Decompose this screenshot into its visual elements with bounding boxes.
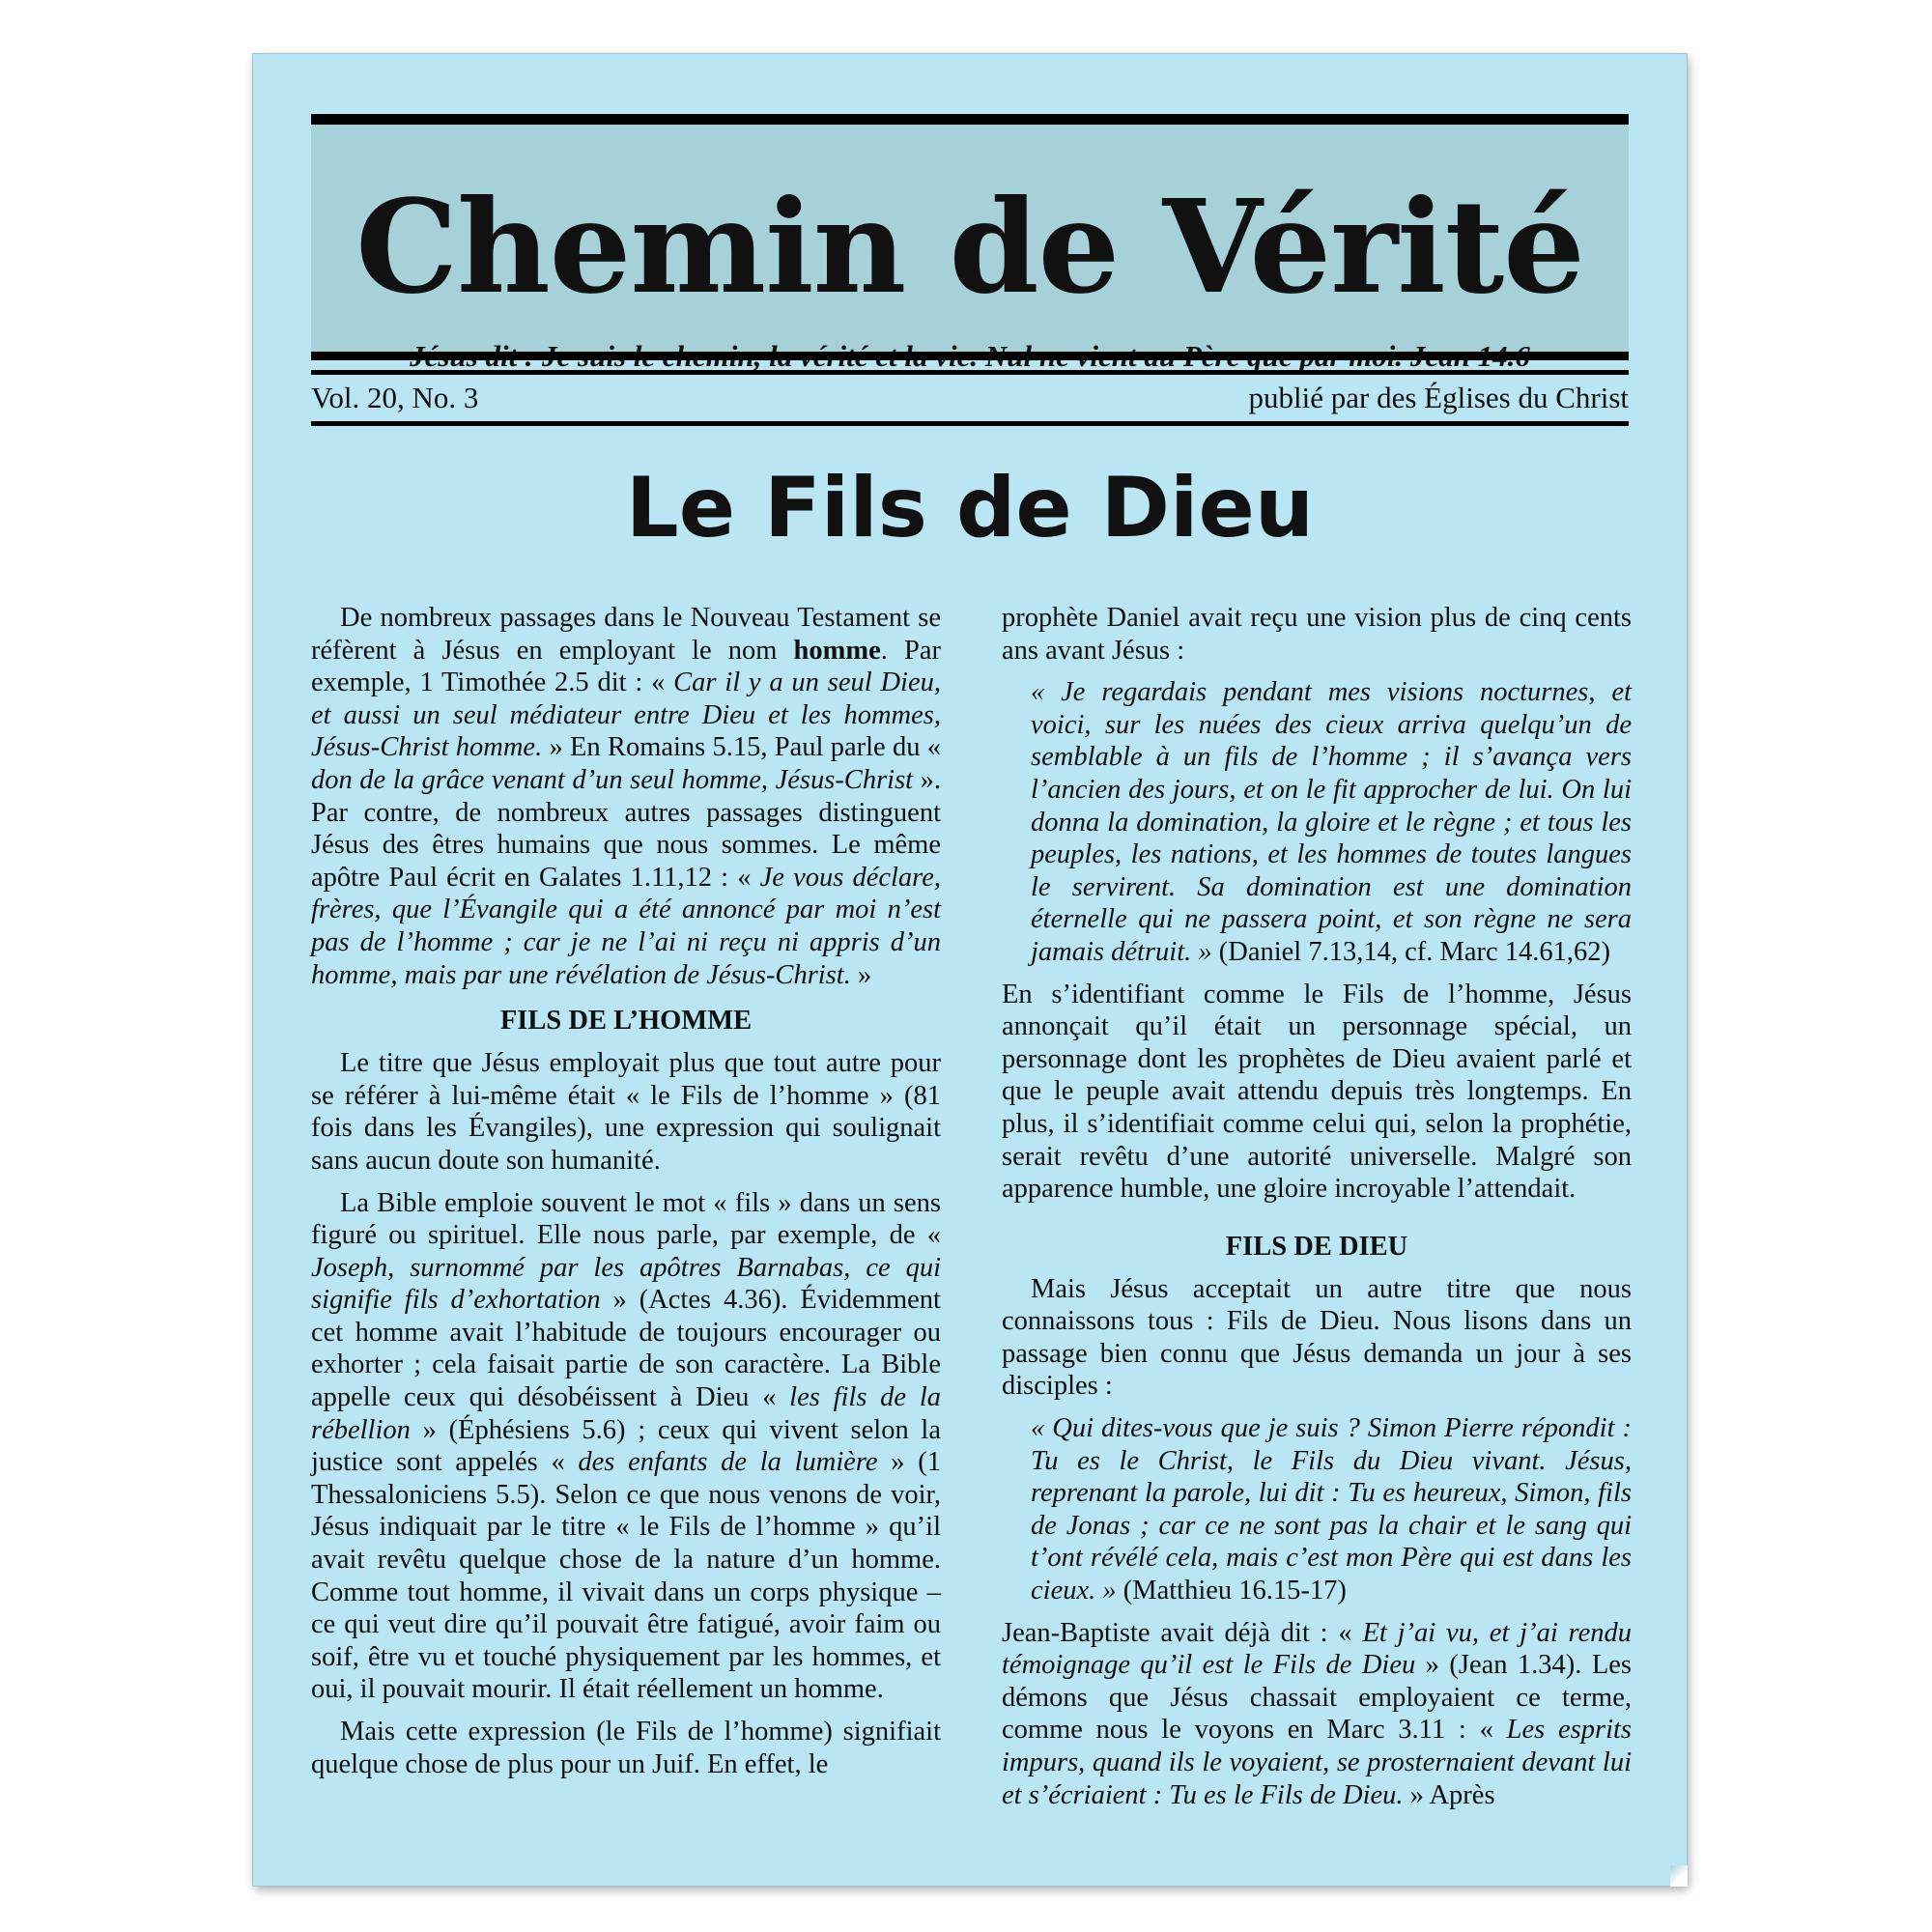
masthead <box>311 125 1629 352</box>
left-column <box>311 602 941 1790</box>
meta-top-rule <box>311 370 1629 375</box>
section-heading-fils-de-lhomme: FILS DE L’HOMME <box>499 1006 753 1037</box>
section-heading-fils-de-dieu: FILS DE DIEU <box>1225 1231 1408 1262</box>
scripture-quote: Je vous déclare, frères, que l’Évangile qui a été annoncé par moi n’est pas de l’homme ; car je ne l’ai ni reçu ni appris d’un homme, mais par une révélation de Jésus-Christ. <box>311 862 941 990</box>
scripture-quote: les fils de la rébellion <box>311 1382 941 1445</box>
text-run: » (Éphésiens 5.6) ; ceux qui vivent selon la justice sont appelés « <box>311 1414 941 1478</box>
text-run: » (1 Thessaloniciens 5.5). Selon ce que nous venons de voir, Jésus indiquait par le titre « le Fils de l’homme » qu’il avait revêtu quelque chose de la nature d’un homme. Comme tout homme, il vivait dans un corps physique – ce qui veut dire qu’il pouvait être fatigué, avoir faim ou soif, être vu et touché physiquement par les hommes, et oui, il pouvait mourir. Il était réellement un homme. <box>311 1447 941 1705</box>
text-run: » En Romains 5.15, Paul parle du « <box>542 732 941 763</box>
publisher-line: publié par des Églises du Christ <box>1248 381 1629 414</box>
matthew-quote <box>1031 1412 1632 1607</box>
scripture-quote: Les esprits impurs, quand ils le voyaient, se prosternaient devant lui et s’écriaient : Tu es le Fils de Dieu. <box>1002 1715 1632 1810</box>
masthead-bottom-rule <box>311 352 1629 360</box>
scripture-quote: Et j’ai vu, et j’ai rendu témoignage qu’il est le Fils de Dieu <box>1002 1617 1632 1681</box>
text-run: » (Actes 4.36). Évidemment cet homme avait l’habitude de toujours encourager ou exhorter ; cela faisait partie de son caractère. La Bible appelle ceux qui désobéissent à Dieu « <box>311 1285 941 1413</box>
text-run: La Bible emploie souvent le mot « fils » dans un sens figuré ou spirituel. Elle nous parle, par exemple, de « <box>311 1187 941 1251</box>
left-paragraph-3 <box>311 1187 941 1707</box>
text-run: Jean-Baptiste avait déjà dit : « <box>1002 1617 1363 1648</box>
scripture-quote: des enfants de la lumière <box>578 1447 878 1478</box>
newsletter-title: Chemin de Vérité <box>355 172 1584 323</box>
scripture-quote: don de la grâce venant d’un seul homme, Jésus-Christ <box>311 764 914 795</box>
meta-bottom-rule <box>311 421 1629 426</box>
text-run: » (Jean 1.34). Les démons que Jésus chassait employaient ce terme, comme nous le voyons en Marc 3.11 : « <box>1002 1650 1632 1746</box>
text-run: » Après <box>1403 1779 1495 1810</box>
right-column <box>1002 602 1632 1821</box>
newsletter-page <box>253 54 1687 1886</box>
scripture-quote: Car il y a un seul Dieu, et aussi un seul médiateur entre Dieu et les hommes, Jésus-Christ homme. <box>311 668 941 763</box>
daniel-quote <box>1031 676 1632 968</box>
quote-reference: (Matthieu 16.15-17) <box>1122 1576 1347 1606</box>
text-run: De nombreux passages dans le Nouveau Testament se réfèrent à Jésus en employant le nom <box>311 603 941 666</box>
right-paragraph-2: En s’identifiant comme le Fils de l’homme, Jésus annonçait qu’il était un personnage spécial, un personnage dont les prophètes de Dieu avaient parlé et que le peuple avait attendu depuis très longtemps. En plus, il s’identifiait comme celui qui, selon la prophétie, serait revêtu d’une autorité universelle. Malgré son apparence humble, une gloire incroyable l’attendait. <box>1002 979 1632 1205</box>
text-run: ». Par contre, de nombreux autres passages distinguent Jésus des êtres humains que nous sommes. Le même apôtre Paul écrit en Galates 1.11,12 : « <box>311 764 942 893</box>
volume-number: Vol. 20, No. 3 <box>311 381 479 414</box>
text-run: . Par exemple, 1 Timothée 2.5 dit : « <box>311 635 941 698</box>
left-paragraph-4: Mais cette expression (le Fils de l’homme) signifiait quelque chose de plus pour un Juif. En effet, le <box>311 1717 941 1779</box>
left-paragraph-2: Le titre que Jésus employait plus que tout autre pour se référer à lui-même était « le Fils de l’homme » (81 fois dans les Évangiles), une expression qui soulignait sans aucun doute son humanité. <box>311 1048 941 1176</box>
text-run: » <box>850 959 872 990</box>
right-paragraph-1: prophète Daniel avait reçu une vision plus de cinq cents ans avant Jésus : <box>1002 603 1632 666</box>
quote-text: « Qui dites-vous que je suis ? Simon Pierre répondit : Tu es le Christ, le Fils du Dieu vivant. Jésus, reprenant la parole, lui dit : Tu es heureux, Simon, fils de Jonas ; car ce ne sont pas la chair et le sang qui t’ont révélé cela, mais c’est mon Père qui est dans les cieux. » <box>1031 1413 1632 1606</box>
article-headline: Le Fils de Dieu <box>625 460 1315 556</box>
quote-reference: (Daniel 7.13,14, cf. Marc 14.61,62) <box>1218 936 1610 967</box>
right-paragraph-3: Mais Jésus acceptait un autre titre que nous connaissons tous : Fils de Dieu. Nous lisons dans un passage bien connu que Jésus demanda un jour à ses disciples : <box>1002 1273 1632 1402</box>
right-paragraph-4 <box>1002 1617 1632 1812</box>
top-rule <box>311 114 1629 125</box>
page-curl-corner <box>1670 1865 1688 1887</box>
scripture-quote: Joseph, surnommé par les apôtres Barnabas, ce qui signifie fils d’exhortation <box>311 1252 941 1316</box>
bold-term: homme <box>793 635 881 666</box>
left-paragraph-1 <box>311 602 941 991</box>
quote-text: « Je regardais pendant mes visions nocturnes, et voici, sur les nuées des cieux arriva quelqu’un de semblable à un fils de l’homme ; il s’avança vers l’ancien des jours, et on le fit approcher de lui. On lui donna la domination, la gloire et le règne ; et tous les peuples, les nations, et les hommes de toutes langues le servirent. Sa domination est une domination éternelle qui ne passera point, et son règne ne sera jamais détruit. » <box>1031 677 1632 967</box>
